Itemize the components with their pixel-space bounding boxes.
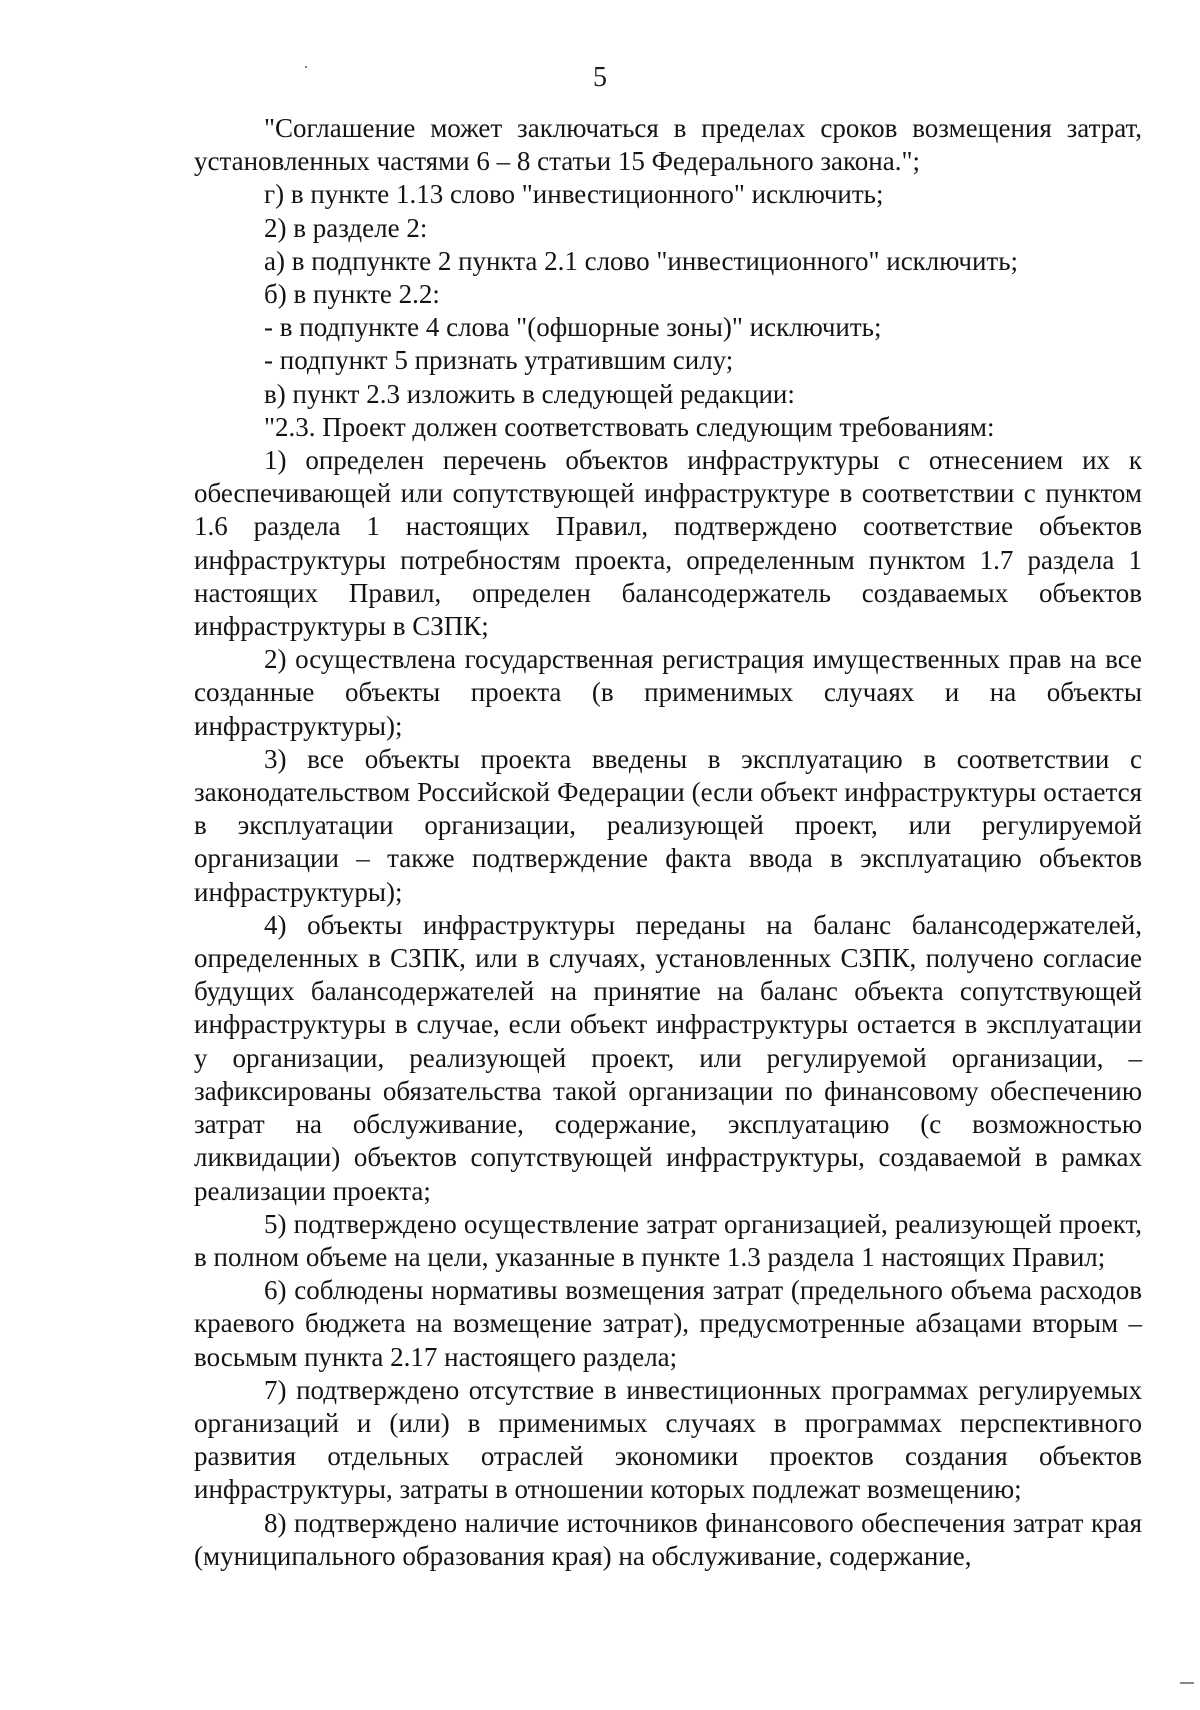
paragraph-agreement-term: "Соглашение может заключаться в пределах сроков возмещения затрат, установленных частями 6 – 8 статьи 15 Федерального закона."; — [194, 113, 1142, 177]
paragraph-requirement-2: 2) осуществлена государственная регистрация имущественных прав на все созданные объекты проекта (в применимых случаях и на объекты инфраструктуры); — [194, 644, 1142, 741]
page-number: 5 — [593, 62, 607, 93]
paragraph-item-b-2-2: б) в пункте 2.2: — [264, 279, 440, 310]
paragraph-requirement-3: 3) все объекты проекта введены в эксплуатацию в соответствии с законодательством Российской Федерации (если объект инфраструктуры остается в эксплуатации организации, реализующей проект, или регулируемой организации – также подтверждение факта ввода в эксплуатацию объектов инфраструктуры); — [194, 743, 1142, 907]
paragraph-2-3-requirements: "2.3. Проект должен соответствовать следующим требованиям: — [264, 411, 995, 442]
document-body — [194, 112, 1142, 1573]
paragraph-subitem-5-void: - подпункт 5 признать утратившим силу; — [264, 345, 734, 376]
paragraph-item-a-2-1: а) в подпункте 2 пункта 2.1 слово "инвестиционного" исключить; — [264, 245, 1019, 276]
paragraph-subitem-4-offshore: - в подпункте 4 слова "(офшорные зоны)" исключить; — [264, 312, 882, 343]
paragraph-requirement-8: 8) подтверждено наличие источников финансового обеспечения затрат края (муниципального образования края) на обслуживание, содержание, — [194, 1507, 1142, 1571]
paragraph-requirement-5: 5) подтверждено осуществление затрат организацией, реализующей проект, в полном объеме на цели, указанные в пункте 1.3 раздела 1 настоящих Правил; — [194, 1208, 1142, 1272]
paragraph-section-2: 2) в разделе 2: — [264, 212, 428, 243]
paragraph-requirement-4: 4) объекты инфраструктуры переданы на баланс балансодержателей, определенных в СЗПК, или в случаях, установленных СЗПК, получено согласие будущих балансодержателей на принятие на баланс объекта сопутствующей инфраструктуры в случае, если объект инфраструктуры остается в эксплуатации у организации, реализующей проект, или регулируемой организации, – зафиксированы обязательства такой организации по финансовому обеспечению затрат на обслуживание, содержание, эксплуатацию (с возможностью ликвидации) объектов сопутствующей инфраструктуры, создаваемой в рамках реализации проекта; — [194, 909, 1142, 1206]
paragraph-item-g-1-13: г) в пункте 1.13 слово "инвестиционного" исключить; — [264, 179, 884, 210]
paragraph-requirement-1: 1) определен перечень объектов инфраструктуры с отнесением их к обеспечивающей или сопутствующей инфраструктуре в соответствии с пунктом 1.6 раздела 1 настоящих Правил, подтверждено соответствие объектов инфраструктуры потребностям проекта, определенным пунктом 1.7 раздела 1 настоящих Правил, определен балансодержатель создаваемых объектов инфраструктуры в СЗПК; — [194, 445, 1142, 642]
scan-edge-mark — [1180, 1682, 1194, 1684]
paragraph-item-v-2-3: в) пункт 2.3 изложить в следующей редакции: — [264, 378, 795, 409]
paragraph-requirement-7: 7) подтверждено отсутствие в инвестиционных программах регулируемых организаций и (или) в применимых случаях в программах перспективного развития отдельных отраслей экономики проектов создания объектов инфраструктуры, затраты в отношении которых подлежат возмещению; — [194, 1374, 1142, 1505]
paragraph-requirement-6: 6) соблюдены нормативы возмещения затрат (предельного объема расходов краевого бюджета на возмещение затрат), предусмотренные абзацами вторым – восьмым пункта 2.17 настоящего раздела; — [194, 1275, 1142, 1372]
